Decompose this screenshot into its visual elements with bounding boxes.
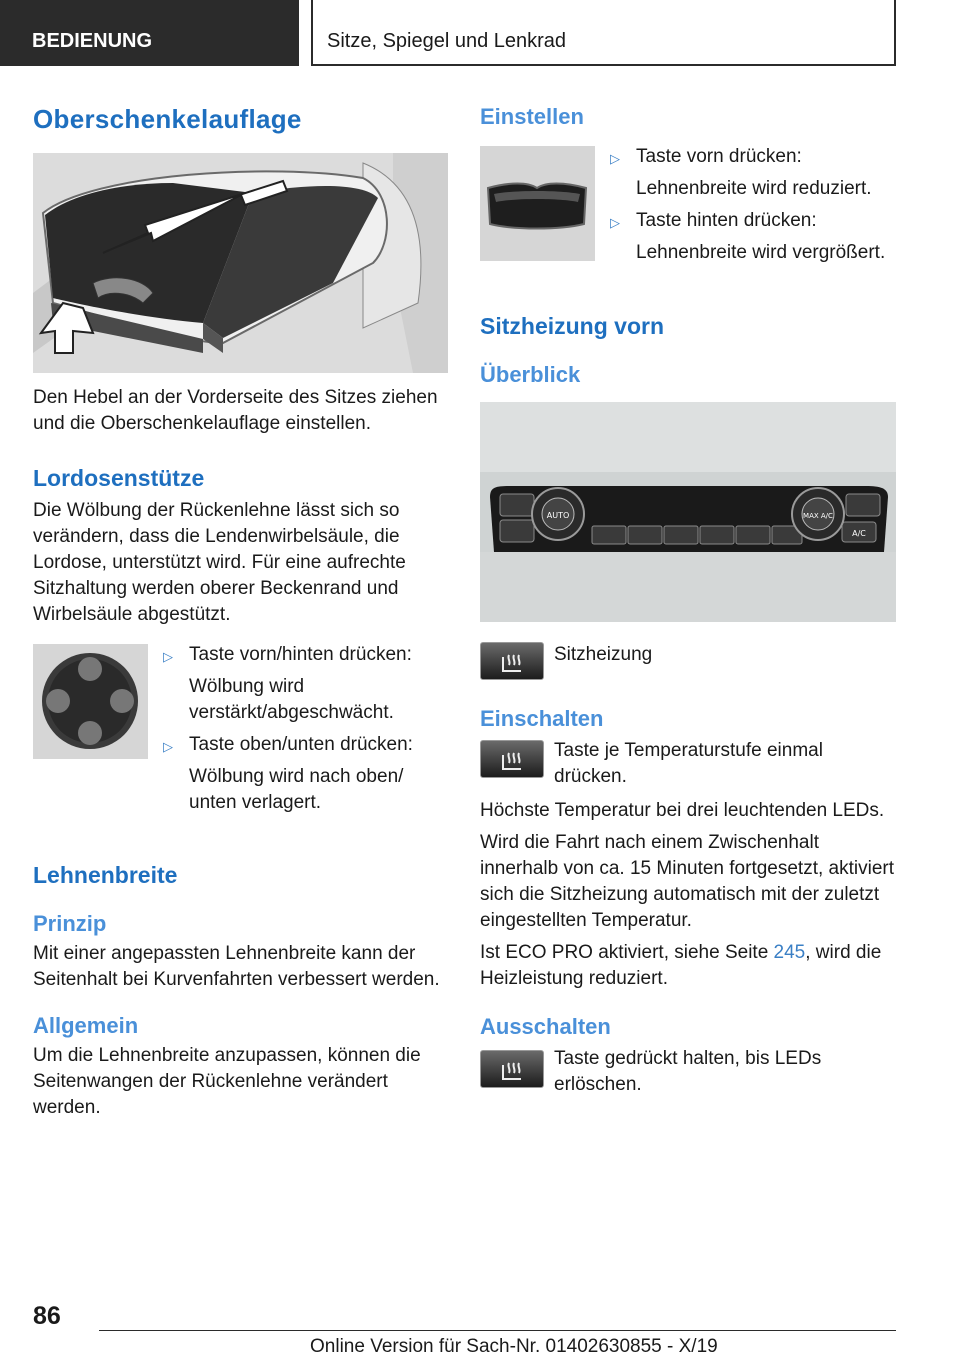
footer-text: Online Version für Sach-Nr. 01402630855 - X/19	[310, 1336, 718, 1357]
panel-max-label: MAX A/C	[803, 512, 833, 520]
step-result: Wölbung wird nach oben/ unten verlagert.	[189, 766, 404, 813]
heading-seat-heating: Sitzheizung vorn	[480, 313, 664, 339]
heading-backrest-width: Lehnenbreite	[33, 862, 178, 888]
seat-heating-label: Sitzheizung	[554, 644, 653, 665]
triangle-bullet-icon: ▷	[163, 739, 173, 754]
eco-after: , wird die Heizleistung reduziert.	[480, 942, 882, 989]
seat-heating-icon	[480, 642, 544, 680]
footer-divider	[99, 1330, 896, 1331]
switch-off-step	[480, 1046, 896, 1098]
switch-on-p2: Wird die Fahrt nach einem Zwischenhalt innerhalb von ca. 15 Minuten fortgesetzt, aktiviert sich die Sitzheizung automatisch mit der zuletzt eingestellten Temperatur.	[480, 832, 895, 931]
lumbar-steps	[149, 642, 453, 816]
seat-thigh-support-image	[33, 153, 448, 373]
thigh-support-text: Den Hebel an der Vorderseite des Sitzes ziehen und die Oberschenkelauflage einstellen.	[33, 387, 438, 434]
step-action: Taste vorn drücken:	[636, 146, 802, 167]
eco-pro-text	[480, 940, 896, 992]
heading-thigh-support: Oberschenkelauflage	[33, 104, 302, 134]
general-text: Um die Lehnenbreite anzupassen, können die Seitenwangen der Rückenlehne verändert werden.	[33, 1045, 421, 1118]
seat-heating-legend	[480, 642, 896, 686]
heading-lumbar: Lordosenstütze	[33, 465, 205, 491]
panel-ac-label: A/C	[852, 529, 866, 538]
list-item	[596, 208, 896, 266]
right-column	[480, 100, 896, 1098]
step-action: Taste oben/unten drücken:	[189, 734, 413, 755]
heading-adjust: Einstellen	[480, 104, 584, 129]
triangle-bullet-icon: ▷	[163, 649, 173, 664]
lumbar-steps-block	[33, 644, 453, 824]
adjust-steps-block	[480, 146, 896, 281]
page-number: 86	[33, 1302, 61, 1330]
list-item	[596, 144, 896, 202]
list-item	[149, 642, 453, 726]
seat-heating-icon	[480, 740, 544, 778]
principle-text: Mit einer angepassten Lehnenbreite kann der Seitenhalt bei Kurvenfahrten verbessert werden.	[33, 943, 440, 990]
heading-overview: Überblick	[480, 362, 581, 387]
page-footer	[0, 1290, 960, 1362]
lumbar-button-image	[33, 644, 148, 759]
heading-switch-off: Ausschalten	[480, 1014, 611, 1039]
list-item	[149, 732, 453, 816]
switch-on-p1: Höchste Temperatur bei drei leuchtenden LEDs.	[480, 800, 885, 821]
left-column	[33, 100, 453, 1121]
section-tab: BEDIENUNG	[0, 0, 299, 66]
triangle-bullet-icon: ▷	[610, 215, 620, 230]
switch-on-text: Taste je Temperaturstufe einmal drücken.	[554, 740, 823, 787]
step-result: Lehnenbreite wird vergrößert.	[636, 242, 886, 263]
header-title: Sitze, Spiegel und Lenkrad	[327, 30, 567, 52]
lumbar-text: Die Wölbung der Rückenlehne lässt sich so verändern, dass die Lendenwirbelsäule, die Lordose, unterstützt wird. Für eine aufrechte Sitzhaltung werden oberer Beckenrand und Wirbelsäule abgestützt.	[33, 500, 406, 625]
panel-auto-label: AUTO	[546, 511, 570, 520]
eco-before: Ist ECO PRO aktiviert, siehe Seite	[480, 942, 774, 963]
step-result: Lehnenbreite wird reduziert.	[636, 178, 872, 199]
step-result: Wölbung wird verstärkt/abgeschwächt.	[189, 676, 394, 723]
backrest-width-button-image	[480, 146, 595, 261]
adjust-steps	[596, 144, 896, 266]
switch-on-step	[480, 738, 896, 790]
heading-principle: Prinzip	[33, 911, 107, 936]
page-header	[0, 0, 960, 66]
heading-switch-on: Einschalten	[480, 706, 604, 731]
step-action: Taste hinten drücken:	[636, 210, 817, 231]
seat-heating-icon	[480, 1050, 544, 1088]
triangle-bullet-icon: ▷	[610, 151, 620, 166]
step-action: Taste vorn/hinten drücken:	[189, 644, 412, 665]
heading-general: Allgemein	[33, 1013, 139, 1038]
switch-off-text: Taste gedrückt halten, bis LEDs erlöschen.	[554, 1048, 822, 1095]
header-title-box	[311, 0, 896, 66]
climate-panel-image	[480, 402, 896, 622]
eco-page-link[interactable]: 245	[773, 942, 806, 963]
